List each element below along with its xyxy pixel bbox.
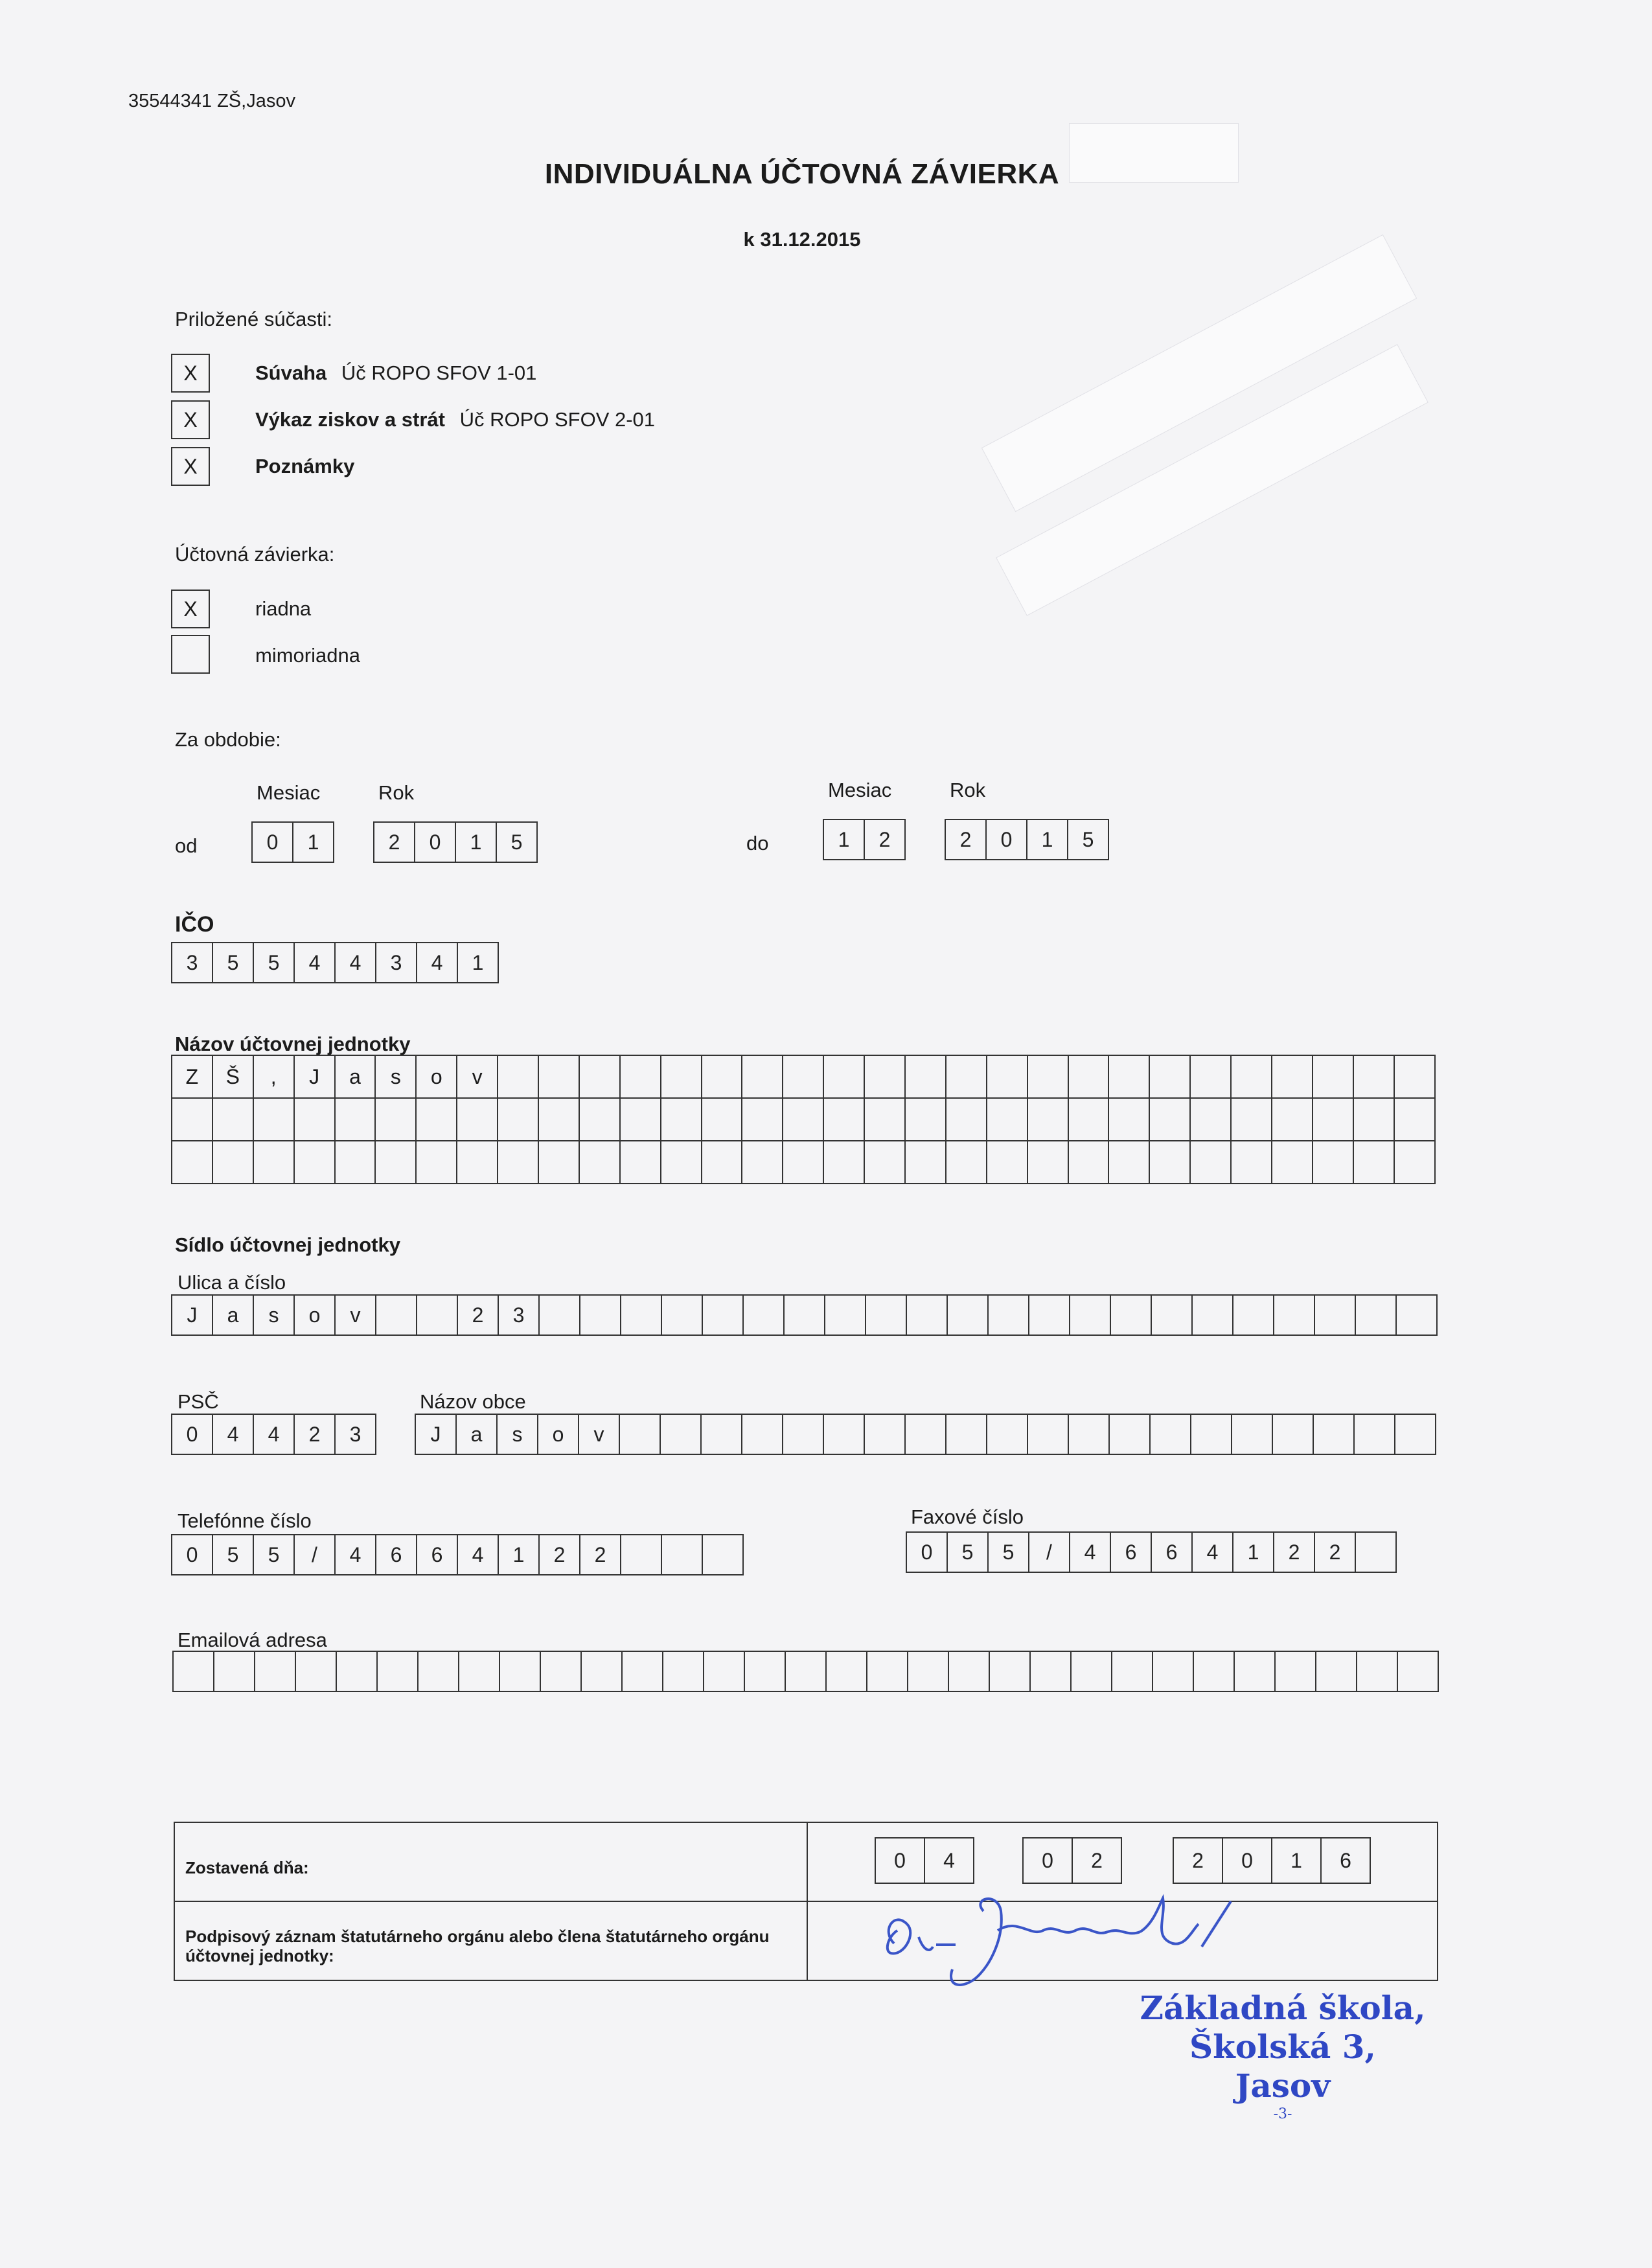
char-cell <box>661 1099 702 1141</box>
digit-cell: 0 <box>876 1837 925 1884</box>
char-cell <box>1398 1651 1439 1692</box>
char-cell <box>336 1141 376 1184</box>
char-cell <box>336 1099 376 1141</box>
phone-field[interactable] <box>171 1534 744 1575</box>
char-cell: a <box>213 1294 254 1336</box>
char-cell <box>378 1651 419 1692</box>
char-cell: s <box>498 1414 538 1455</box>
digit-cell: 0 <box>1024 1837 1073 1884</box>
digit-cell: 2 <box>374 821 415 863</box>
char-cell <box>541 1651 582 1692</box>
char-cell <box>906 1056 946 1099</box>
char-cell <box>946 1056 987 1099</box>
char-cell <box>1151 1414 1191 1455</box>
char-cell: / <box>295 1534 336 1575</box>
char-cell <box>1395 1056 1436 1099</box>
char-cell <box>1232 1099 1272 1141</box>
char-cell <box>1316 1651 1357 1692</box>
char-cell <box>1150 1056 1191 1099</box>
from-month-label: Mesiac <box>257 781 321 804</box>
char-cell <box>1276 1651 1316 1692</box>
char-cell <box>1354 1099 1395 1141</box>
to-label: do <box>746 832 769 854</box>
from-month-field[interactable] <box>251 821 334 863</box>
char-cell <box>582 1651 623 1692</box>
item-code: Úč ROPO SFOV 1-01 <box>341 361 537 384</box>
from-label: od <box>175 834 198 857</box>
char-cell <box>580 1141 621 1184</box>
char-cell <box>1273 1414 1314 1455</box>
char-cell <box>783 1414 824 1455</box>
char-cell <box>1397 1294 1438 1336</box>
char-cell <box>1070 1294 1111 1336</box>
char-cell: 6 <box>417 1534 458 1575</box>
char-cell <box>1274 1294 1315 1336</box>
char-cell <box>865 1056 906 1099</box>
char-cell <box>213 1099 254 1141</box>
char-cell <box>1029 1294 1070 1336</box>
closing-label: Účtovná závierka: <box>175 543 335 566</box>
digit-cell: 1 <box>824 819 865 860</box>
digit-cell: 5 <box>497 821 538 863</box>
digit-cell: 1 <box>458 942 499 983</box>
char-cell: 4 <box>254 1414 295 1455</box>
char-cell: o <box>295 1294 336 1336</box>
char-cell <box>459 1651 500 1692</box>
char-cell <box>1356 1531 1397 1573</box>
char-cell: 5 <box>213 1534 254 1575</box>
char-cell <box>1235 1651 1276 1692</box>
item-suvaha <box>255 361 536 385</box>
checkbox-mimoriadna[interactable] <box>171 635 210 674</box>
char-cell <box>1315 1294 1356 1336</box>
char-cell <box>417 1099 457 1141</box>
char-cell <box>1272 1099 1313 1141</box>
char-cell <box>1110 1414 1151 1455</box>
char-cell: , <box>254 1056 295 1099</box>
char-cell <box>539 1099 580 1141</box>
char-cell <box>1028 1414 1069 1455</box>
char-cell <box>702 1414 742 1455</box>
char-cell <box>1395 1141 1436 1184</box>
char-cell <box>742 1141 783 1184</box>
char-cell <box>1354 1141 1395 1184</box>
char-cell <box>783 1099 824 1141</box>
char-cell <box>1232 1141 1272 1184</box>
char-cell <box>1150 1141 1191 1184</box>
char-cell <box>214 1651 255 1692</box>
char-cell <box>824 1056 865 1099</box>
fax-field[interactable] <box>906 1531 1397 1573</box>
digit-cell: 2 <box>946 819 987 860</box>
digit-cell: 1 <box>1027 819 1068 860</box>
char-cell <box>987 1099 1028 1141</box>
from-year-label: Rok <box>378 781 415 804</box>
char-cell <box>1191 1099 1232 1141</box>
char-cell <box>906 1141 946 1184</box>
char-cell <box>580 1294 621 1336</box>
char-cell: 3 <box>336 1414 376 1455</box>
char-cell <box>865 1414 906 1455</box>
char-cell <box>1031 1651 1072 1692</box>
char-cell <box>662 1294 703 1336</box>
char-cell <box>621 1294 662 1336</box>
char-cell: 2 <box>580 1534 621 1575</box>
char-cell: s <box>254 1294 295 1336</box>
char-cell: 3 <box>499 1294 540 1336</box>
period-label: Za obdobie: <box>175 728 281 751</box>
char-cell: v <box>579 1414 620 1455</box>
char-cell <box>661 1414 702 1455</box>
char-cell <box>337 1651 378 1692</box>
digit-cell: 0 <box>253 821 293 863</box>
table-divider <box>807 1823 808 1980</box>
char-cell <box>620 1414 661 1455</box>
stamp-line: Školská 3, <box>1189 2028 1376 2066</box>
char-cell <box>825 1294 866 1336</box>
char-cell <box>540 1294 580 1336</box>
char-cell <box>254 1099 295 1141</box>
char-cell <box>1028 1099 1069 1141</box>
char-cell <box>1395 1414 1436 1455</box>
char-cell <box>785 1294 825 1336</box>
char-cell: 4 <box>213 1414 254 1455</box>
char-cell <box>742 1099 783 1141</box>
to-year-label: Rok <box>950 779 986 801</box>
name-field[interactable] <box>171 1055 1436 1184</box>
char-cell: 1 <box>499 1534 540 1575</box>
char-cell <box>457 1141 498 1184</box>
document-title: INDIVIDUÁLNA ÚČTOVNÁ ZÁVIERKA <box>544 158 1060 190</box>
char-cell <box>783 1141 824 1184</box>
item-code: Úč ROPO SFOV 2-01 <box>459 408 656 431</box>
from-year-field[interactable] <box>373 821 538 863</box>
char-cell <box>498 1141 539 1184</box>
compiled-day-field[interactable] <box>875 1837 974 1884</box>
char-cell <box>621 1534 662 1575</box>
char-cell <box>704 1651 745 1692</box>
compiled-label: Zostavená dňa: <box>185 1858 309 1877</box>
char-cell <box>949 1651 990 1692</box>
char-cell <box>1111 1294 1152 1336</box>
char-cell <box>1232 1056 1272 1099</box>
seat-label: Sídlo účtovnej jednotky <box>175 1233 400 1256</box>
char-cell <box>623 1651 663 1692</box>
char-cell <box>786 1651 827 1692</box>
char-cell <box>1069 1056 1110 1099</box>
digit-cell: 1 <box>293 821 334 863</box>
street-field[interactable] <box>171 1294 1438 1336</box>
char-cell: 5 <box>254 1534 295 1575</box>
digit-cell: 2 <box>1174 1837 1223 1884</box>
char-cell <box>1193 1294 1233 1336</box>
stamp-line: -3- <box>1273 2106 1292 2122</box>
phone-label: Telefónne číslo <box>178 1509 312 1532</box>
char-cell <box>1357 1651 1398 1692</box>
char-cell <box>867 1651 908 1692</box>
char-cell <box>1028 1141 1069 1184</box>
char-cell: J <box>295 1056 336 1099</box>
item-vykaz <box>255 408 655 431</box>
item-poznamky: Poznámky <box>255 455 355 477</box>
char-cell <box>702 1099 743 1141</box>
char-cell <box>539 1141 580 1184</box>
fax-label: Faxové číslo <box>911 1506 1024 1528</box>
item-name: Výkaz ziskov a strát <box>255 408 445 431</box>
char-cell <box>457 1099 498 1141</box>
digit-cell: 5 <box>213 942 254 983</box>
char-cell <box>621 1099 661 1141</box>
char-cell <box>539 1056 580 1099</box>
char-cell <box>295 1099 336 1141</box>
digit-cell: 0 <box>987 819 1027 860</box>
psc-field[interactable] <box>171 1414 376 1455</box>
char-cell <box>500 1651 541 1692</box>
char-cell <box>376 1141 417 1184</box>
char-cell <box>987 1141 1028 1184</box>
digit-cell: 4 <box>295 942 336 983</box>
char-cell <box>580 1056 621 1099</box>
char-cell <box>824 1141 865 1184</box>
char-cell <box>498 1099 539 1141</box>
char-cell <box>376 1099 417 1141</box>
char-cell <box>295 1141 336 1184</box>
char-cell: 4 <box>458 1534 499 1575</box>
char-cell <box>908 1651 949 1692</box>
char-cell <box>1150 1099 1191 1141</box>
char-cell <box>621 1141 661 1184</box>
city-field[interactable] <box>415 1414 1436 1455</box>
char-cell: Š <box>213 1056 254 1099</box>
char-cell <box>172 1141 213 1184</box>
char-cell <box>1112 1651 1153 1692</box>
char-cell <box>906 1099 946 1141</box>
to-year-field[interactable] <box>945 819 1109 860</box>
char-cell <box>255 1651 296 1692</box>
char-cell <box>907 1294 948 1336</box>
char-cell <box>827 1651 867 1692</box>
char-cell: 6 <box>1111 1531 1152 1573</box>
email-label: Emailová adresa <box>178 1629 327 1651</box>
char-cell: 2 <box>540 1534 580 1575</box>
digit-cell: 5 <box>1068 819 1109 860</box>
char-cell: 6 <box>376 1534 417 1575</box>
char-cell <box>172 1099 213 1141</box>
char-cell: o <box>538 1414 579 1455</box>
digit-cell: 4 <box>925 1837 974 1884</box>
char-cell: 2 <box>295 1414 336 1455</box>
char-cell: s <box>376 1056 417 1099</box>
char-cell <box>1109 1099 1150 1141</box>
char-cell <box>580 1099 621 1141</box>
char-cell <box>1194 1651 1235 1692</box>
char-cell: 4 <box>1193 1531 1233 1573</box>
digit-cell: 3 <box>376 942 417 983</box>
char-cell <box>1153 1651 1194 1692</box>
char-cell <box>1069 1141 1110 1184</box>
compiled-month-field[interactable] <box>1022 1837 1122 1884</box>
digit-cell: 5 <box>254 942 295 983</box>
char-cell <box>419 1651 459 1692</box>
char-cell <box>1191 1056 1232 1099</box>
char-cell <box>1355 1414 1395 1455</box>
char-cell <box>702 1056 743 1099</box>
char-cell <box>661 1056 702 1099</box>
char-cell <box>498 1056 539 1099</box>
char-cell <box>417 1294 458 1336</box>
char-cell: / <box>1029 1531 1070 1573</box>
char-cell <box>663 1651 704 1692</box>
char-cell <box>742 1056 783 1099</box>
checkbox-suvaha[interactable]: X <box>171 354 210 393</box>
char-cell <box>948 1294 989 1336</box>
psc-label: PSČ <box>178 1390 219 1413</box>
char-cell <box>621 1056 661 1099</box>
closing-riadna-label: riadna <box>255 597 312 620</box>
compiled-year-field[interactable] <box>1173 1837 1371 1884</box>
char-cell: 5 <box>989 1531 1029 1573</box>
char-cell: Z <box>172 1056 213 1099</box>
char-cell: 0 <box>172 1534 213 1575</box>
char-cell: 5 <box>948 1531 989 1573</box>
attached-label: Priložené súčasti: <box>175 308 332 330</box>
char-cell <box>703 1534 744 1575</box>
char-cell <box>1233 1294 1274 1336</box>
char-cell: 1 <box>1233 1531 1274 1573</box>
checkbox-poznamky[interactable]: X <box>171 447 210 486</box>
char-cell: 6 <box>1152 1531 1193 1573</box>
digit-cell: 1 <box>1272 1837 1322 1884</box>
char-cell <box>865 1099 906 1141</box>
char-cell <box>1313 1056 1354 1099</box>
char-cell <box>987 1056 1028 1099</box>
document-id: 35544341 ZŠ,Jasov <box>128 91 295 111</box>
char-cell <box>1313 1141 1354 1184</box>
ico-field[interactable] <box>171 942 499 983</box>
char-cell <box>989 1294 1029 1336</box>
digit-cell: 0 <box>415 821 456 863</box>
school-stamp <box>1101 1989 1464 2124</box>
char-cell: 0 <box>907 1531 948 1573</box>
char-cell <box>865 1141 906 1184</box>
char-cell: 4 <box>1070 1531 1111 1573</box>
char-cell <box>824 1414 865 1455</box>
char-cell <box>1395 1099 1436 1141</box>
char-cell <box>1069 1099 1110 1141</box>
char-cell <box>662 1534 703 1575</box>
name-label: Názov účtovnej jednotky <box>175 1033 411 1055</box>
char-cell <box>1354 1056 1395 1099</box>
char-cell <box>254 1141 295 1184</box>
char-cell: o <box>417 1056 457 1099</box>
closing-mimoriadna-label: mimoriadna <box>255 644 360 667</box>
char-cell: v <box>336 1294 376 1336</box>
digit-cell: 1 <box>456 821 497 863</box>
char-cell: 4 <box>336 1534 376 1575</box>
char-cell <box>376 1294 417 1336</box>
char-cell <box>1272 1056 1313 1099</box>
char-cell: v <box>457 1056 498 1099</box>
char-cell <box>417 1141 457 1184</box>
char-cell <box>987 1414 1028 1455</box>
char-cell <box>1314 1414 1355 1455</box>
char-cell <box>1069 1414 1110 1455</box>
char-cell <box>946 1099 987 1141</box>
city-label: Názov obce <box>420 1390 526 1413</box>
digit-cell: 3 <box>172 942 213 983</box>
document-date: k 31.12.2015 <box>743 228 861 251</box>
char-cell <box>742 1414 783 1455</box>
digit-cell: 2 <box>865 819 906 860</box>
char-cell <box>946 1141 987 1184</box>
char-cell <box>1232 1414 1273 1455</box>
char-cell <box>1072 1651 1112 1692</box>
digit-cell: 2 <box>1073 1837 1122 1884</box>
checkbox-vykaz[interactable]: X <box>171 400 210 439</box>
char-cell <box>744 1294 785 1336</box>
char-cell: a <box>336 1056 376 1099</box>
digit-cell: 4 <box>417 942 458 983</box>
char-cell <box>1028 1056 1069 1099</box>
char-cell: 0 <box>172 1414 213 1455</box>
stamp-line: Základná škola, <box>1140 1989 1426 2027</box>
street-label: Ulica a číslo <box>178 1271 286 1294</box>
char-cell <box>702 1141 743 1184</box>
digit-cell: 6 <box>1322 1837 1371 1884</box>
char-cell <box>1109 1056 1150 1099</box>
char-cell <box>213 1141 254 1184</box>
to-month-label: Mesiac <box>828 779 892 801</box>
char-cell <box>1313 1099 1354 1141</box>
char-cell <box>990 1651 1031 1692</box>
char-cell <box>661 1141 702 1184</box>
char-cell: 2 <box>458 1294 499 1336</box>
checkbox-riadna[interactable]: X <box>171 590 210 628</box>
char-cell: J <box>416 1414 457 1455</box>
char-cell <box>296 1651 337 1692</box>
email-field[interactable] <box>172 1651 1439 1692</box>
char-cell <box>866 1294 907 1336</box>
item-name: Súvaha <box>255 361 327 384</box>
char-cell <box>1356 1294 1397 1336</box>
char-cell: a <box>457 1414 498 1455</box>
char-cell <box>1272 1141 1313 1184</box>
char-cell <box>745 1651 786 1692</box>
char-cell <box>946 1414 987 1455</box>
char-cell <box>783 1056 824 1099</box>
char-cell <box>1191 1414 1232 1455</box>
digit-cell: 4 <box>336 942 376 983</box>
char-cell: J <box>172 1294 213 1336</box>
char-cell <box>1152 1294 1193 1336</box>
ico-label: IČO <box>175 912 214 937</box>
char-cell <box>824 1099 865 1141</box>
digit-cell: 0 <box>1223 1837 1272 1884</box>
char-cell <box>1191 1141 1232 1184</box>
stamp-line: Jasov <box>1235 2067 1331 2105</box>
signature-label: Podpisový záznam štatutárneho orgánu alebo člena štatutárneho orgánu účtovnej jednotky: <box>185 1927 770 1965</box>
char-cell: 2 <box>1315 1531 1356 1573</box>
to-month-field[interactable] <box>823 819 906 860</box>
char-cell <box>1109 1141 1150 1184</box>
char-cell <box>703 1294 744 1336</box>
char-cell <box>906 1414 946 1455</box>
char-cell: 2 <box>1274 1531 1315 1573</box>
char-cell <box>174 1651 214 1692</box>
